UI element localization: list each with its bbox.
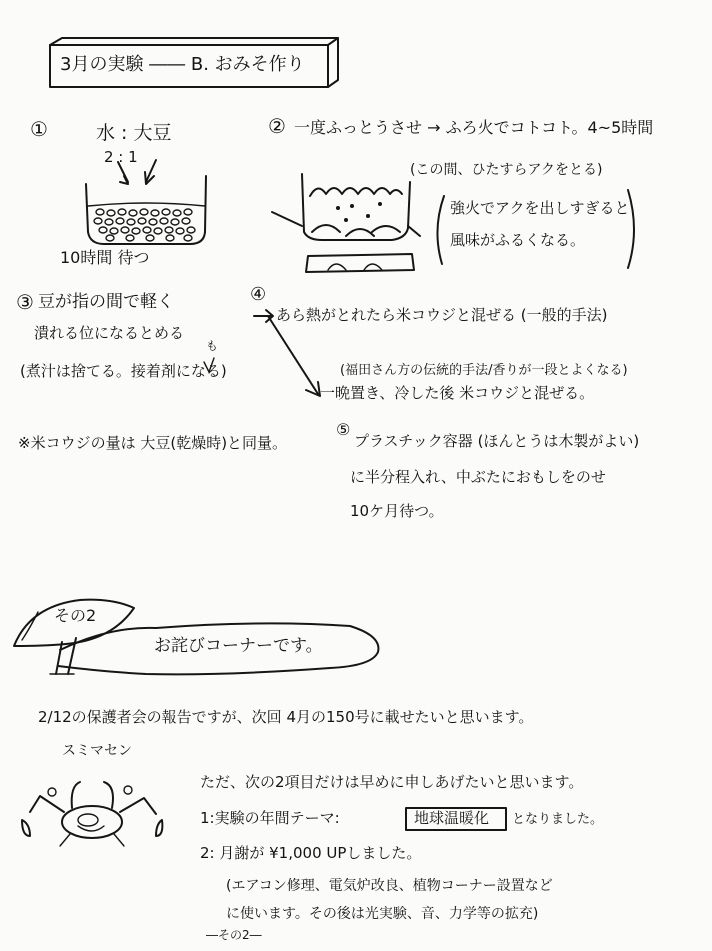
bowing-character (22, 782, 162, 846)
step4-line1: あら熱がとれたら米コウジと混ぜる (一般的手法) (276, 306, 608, 324)
notes-bracket-left (437, 196, 444, 264)
step2-number: ② (268, 114, 286, 138)
step1-ratio-numbers: 2 : 1 (104, 148, 138, 166)
step3-line1: 豆が指の間で軽く (38, 292, 174, 312)
boiling-pot (272, 174, 420, 272)
step4-line2: (福田さん方の伝統的手法/香りが一段とよくなる) (340, 363, 628, 378)
step2-warning-line1: 強火でアクを出しすぎると (450, 199, 630, 217)
item1-theme: 地球温暖化 (414, 809, 490, 827)
step2-note: (この間、ひたすらアクをとる) (410, 162, 603, 178)
koji-amount-note: ※米コウジの量は 大豆(乾燥時)と同量。 (18, 434, 288, 452)
apology-corner-heading: お詫びコーナーです。 (154, 636, 323, 656)
page-title: 3月の実験 ―― B. おみそ作り (60, 54, 305, 75)
apology-line1: 2/12の保護者会の報告ですが、次回 4月の150号に載せたいと思います。 (38, 708, 534, 726)
item2-note-line1: (エアコン修理、電気炉改良、植物コーナー設置など (226, 878, 553, 894)
step1-caption: 10時間 待つ (60, 248, 150, 267)
step5-line3: 10ケ月待つ。 (350, 502, 444, 520)
step5-line2: に半分程入れ、中ぶたにおもしをのせ (350, 468, 606, 486)
step5-number: ⑤ (336, 420, 351, 439)
section-leaf-label: その2 (54, 606, 97, 625)
item1-suffix: となりました。 (512, 812, 604, 827)
soaking-bowl (86, 160, 206, 244)
sumimasen-label: スミマセン (62, 743, 132, 759)
step4-number: ④ (250, 284, 267, 305)
step3-insert-mo: も (206, 339, 219, 353)
item2-fee-line: 2: 月謝が ¥1,000 UPしました。 (200, 844, 422, 862)
step1-number: ① (30, 117, 48, 141)
step3-line3: (煮汁は捨てる。接着剤になる) (20, 362, 227, 380)
step2-instruction: 一度ふっとうさせ → ふろ火でコトコト。4~5時間 (294, 118, 654, 137)
step5-line1: プラスチック容器 (ほんとうは木製がよい) (354, 432, 640, 450)
step1-ratio-label: 水 : 大豆 (96, 122, 172, 144)
item1-prefix: 1:実験の年間テーマ: (200, 809, 340, 827)
step3-number: ③ (16, 290, 34, 314)
step3-line2: 潰れる位になるとめる (34, 324, 185, 342)
item2-note-line2: に使います。その後は光実験、音、力学等の拡充) (226, 906, 539, 922)
page-footer: ―その2― (206, 928, 262, 942)
step4-line3: 一晩置き、冷した後 米コウジと混ぜる。 (320, 384, 595, 402)
apology-line2: ただ、次の2項目だけは早めに申しあげたいと思います。 (200, 773, 584, 791)
step2-warning-line2: 風味がふるくなる。 (450, 231, 586, 249)
